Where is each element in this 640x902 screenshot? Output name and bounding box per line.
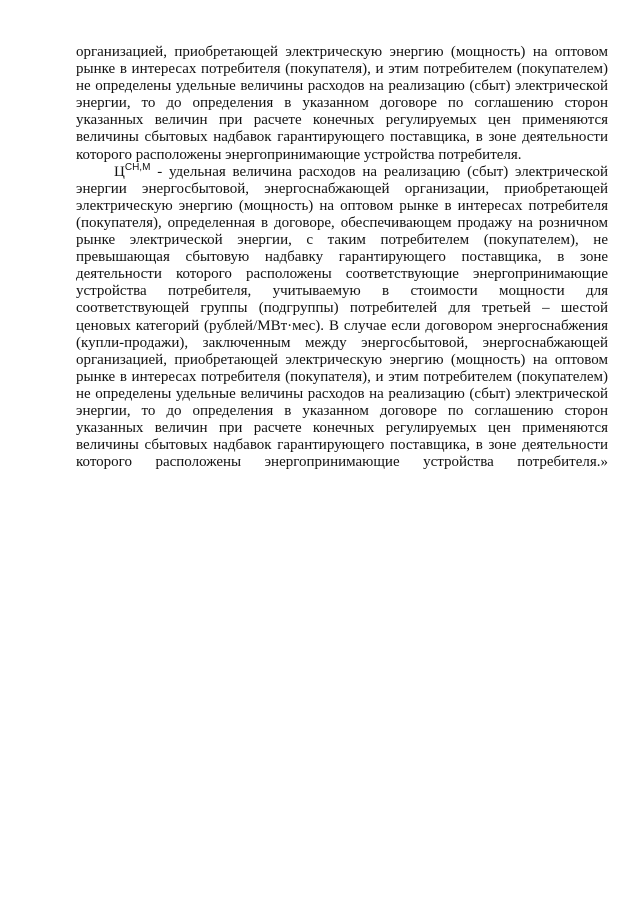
paragraph-continuation: организацией, приобретающей электрическую энергию (мощность) на оптовом рынке в интересах потребителя (покупателя), и этим потребителем (покупателем) не определены удельные величины расходов на реализацию (сбыт) электрической энергии, то до определения в указанном договоре по соглашению сторон указанных величин при расчете конечных регулируемых цен применяются величины сбытовых надбавок гарантирующего поставщика, в зоне деятельности которого расположены энергопринимающие устройства потребителя.	[76, 44, 608, 163]
paragraph-definition-text: - удельная величина расходов на реализацию (сбыт) электрической энергии энергосбытовой, энергоснабжающей организации, приобретающей электрическую энергию (мощность) на оптовом рынке в интересах потребителя (покупателя), определенная в договоре, обеспечивающем продажу на розничном рынке электрической энергии, с таким потребителем (покупателем), не превышающая сбытовую надбавку гарантирующего поставщика, в зоне деятельности которого расположены соответствующие энергопринимающие устройства потребителя, учитываемую в стоимости мощности для соответствующей группы (подгруппы) потребителей для третьей – шестой ценовых категорий (рублей/МВт·мес). В случае если договором энергоснабжения (купли-продажи), заключенным между энергосбытовой, энергоснабжающей организацией, приобретающей электрическую энергию (мощность) на оптовом рынке в интересах потребителя (покупателя), и этим потребителем (покупателем) не определены удельные величины расходов на реализацию (сбыт) электрической энергии, то до определения в указанном договоре по соглашению сторон указанных величин при расчете конечных регулируемых цен применяются величины сбытовых надбавок гарантирующего поставщика, в зоне деятельности которого расположены энергопринимающие устройства потребителя.»	[76, 163, 608, 471]
price-symbol-superscript: СН,М	[124, 161, 151, 173]
document-page	[76, 44, 608, 471]
paragraph-definition	[76, 161, 608, 472]
price-symbol: Ц	[114, 163, 125, 180]
